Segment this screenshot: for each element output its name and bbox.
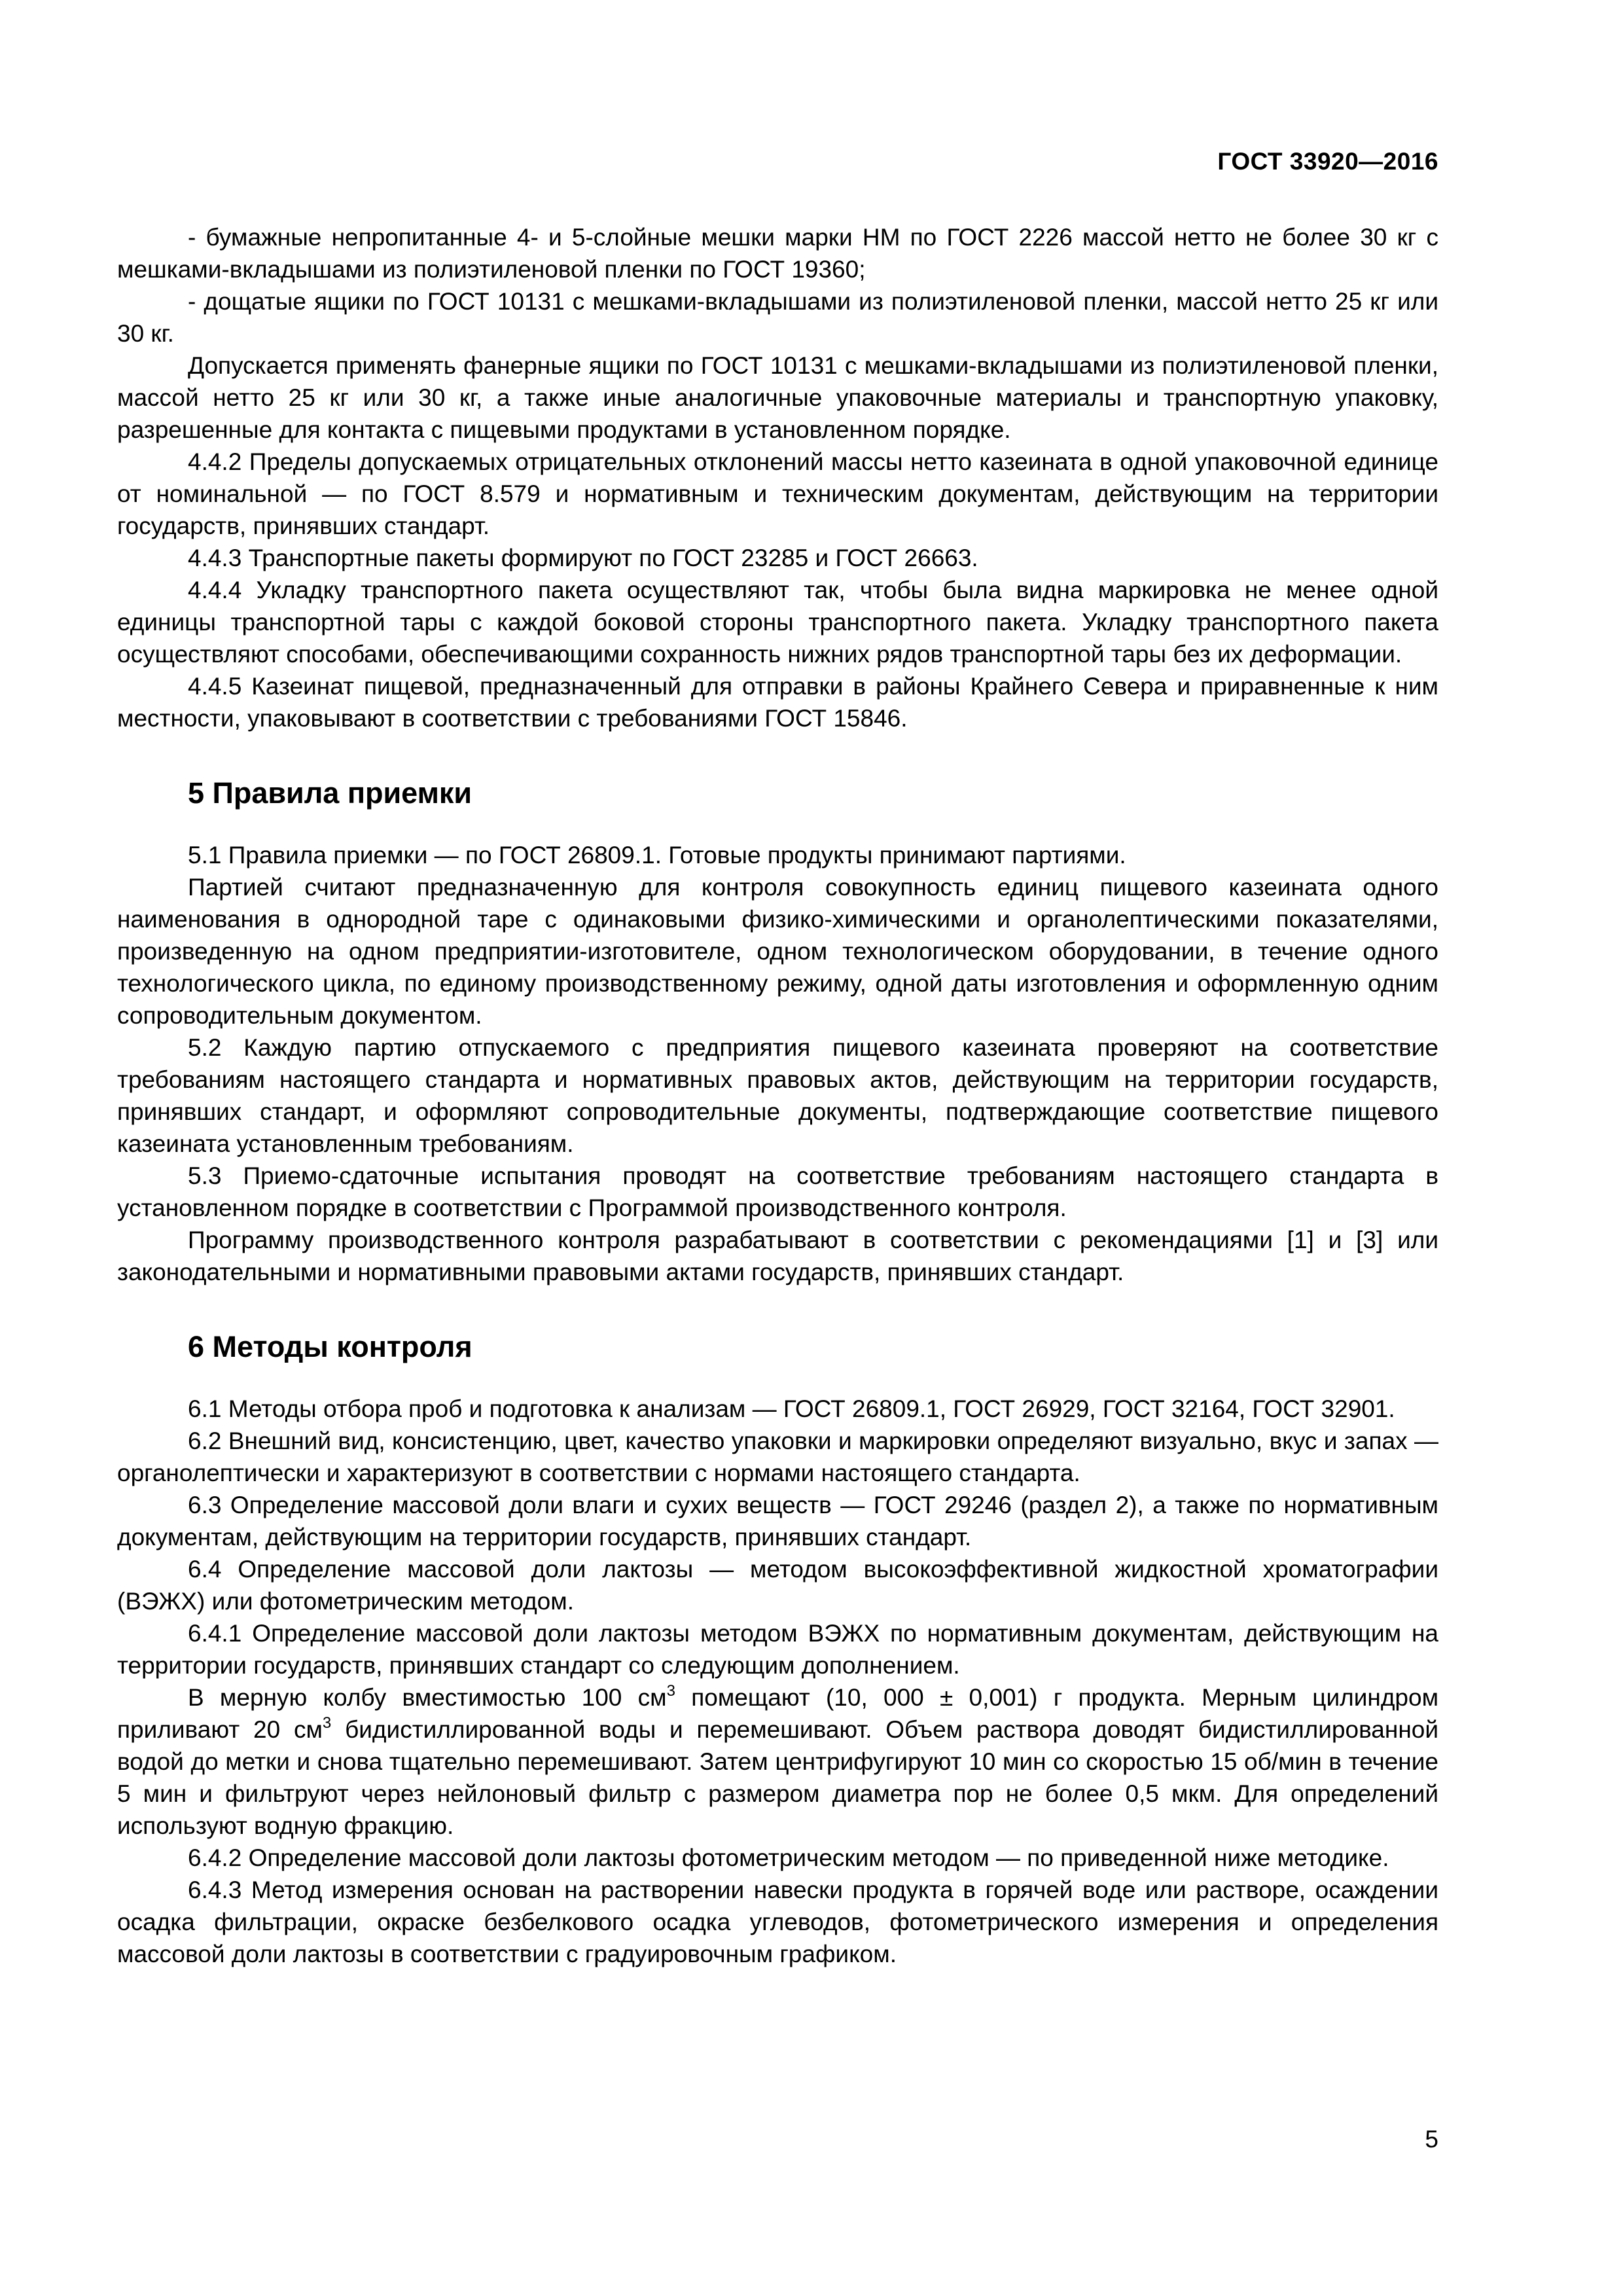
paragraph: 5.1 Правила приемки — по ГОСТ 26809.1. Готовые продукты принимают партиями.	[188, 842, 1126, 869]
paragraph: - дощатые ящики по ГОСТ 10131 с мешками-вкладышами из полиэтиленовой пленки, массой нетто 25 кг или 30 кг.	[117, 288, 1438, 347]
paragraph: 5.2 Каждую партию отпускаемого с предприятия пищевого казеината проверяют на соответствие требованиям настоящего стандарта и нормативных правовых актов, действующим на территории государств, принявших стандарт, и оформляют сопроводительные документы, подтверждающие соответствие пищевого казеината установленным требованиям.	[117, 1034, 1438, 1157]
paragraph: 6.4 Определение массовой доли лактозы — методом высокоэффективной жидкостной хроматографии (ВЭЖХ) или фотометрическим методом.	[117, 1556, 1438, 1615]
text-run: помещают (10, 000 ± 0,001) г продукта. Мерным цилиндром приливают 20 см	[117, 1684, 1439, 1743]
paragraph: 4.4.3 Транспортные пакеты формируют по ГОСТ 23285 и ГОСТ 26663.	[188, 545, 978, 571]
paragraph: Программу производственного контроля разрабатывают в соответствии с рекомендациями [1] и [3] или законодательными и нормативными правовыми актами государств, принявших стандарт.	[117, 1227, 1438, 1285]
text-run: В мерную колбу вместимостью 100 см	[188, 1684, 667, 1711]
paragraph: 4.4.5 Казеинат пищевой, предназначенный для отправки в районы Крайнего Севера и приравненные к ним местности, упаковывают в соответствии с требованиями ГОСТ 15846.	[117, 673, 1438, 732]
document-body	[117, 221, 1438, 1970]
document-code: ГОСТ 33920—2016	[1217, 148, 1438, 175]
paragraph: 6.4.2 Определение массовой доли лактозы фотометрическим методом — по приведенной ниже методике.	[188, 1844, 1389, 1871]
paragraph-measurement	[117, 1681, 1438, 1842]
paragraph: Партией считают предназначенную для контроля совокупность единиц пищевого казеината одного наименования в однородной таре с одинаковыми физико-химическими и органолептическими показателями, произведенную на одном предприятии-изготовителе, одном технологическом оборудовании, в течение одного технологического цикла, по единому производственному режиму, одной даты изготовления и оформленную одним сопроводительным документом.	[117, 874, 1438, 1029]
paragraph: - бумажные непропитанные 4- и 5-слойные мешки марки НМ по ГОСТ 2226 массой нетто не более 30 кг с мешками-вкладышами из полиэтиленовой пленки по ГОСТ 19360;	[117, 224, 1438, 283]
paragraph: 5.3 Приемо-сдаточные испытания проводят на соответствие требованиям настоящего стандарта в установленном порядке в соответствии с Программой производственного контроля.	[117, 1162, 1438, 1221]
text-run: бидистиллированной воды и перемешивают. Объем раствора доводят бидистиллированной водой до метки и снова тщательно перемешивают. Затем центрифугируют 10 мин со скоростью 15 об/мин в течение 5 мин и фильтруют через нейлоновый фильтр с размером диаметра пор не более 0,5 мкм. Для определений используют водную фракцию.	[117, 1716, 1438, 1839]
superscript: 3	[322, 1713, 332, 1732]
section-heading: 5 Правила приемки	[188, 776, 473, 810]
paragraph: 6.3 Определение массовой доли влаги и сухих веществ — ГОСТ 29246 (раздел 2), а также по нормативным документам, действующим на территории государств, принявших стандарт.	[117, 1492, 1438, 1551]
paragraph: 6.1 Методы отбора проб и подготовка к анализам — ГОСТ 26809.1, ГОСТ 26929, ГОСТ 32164, ГОСТ 32901.	[188, 1395, 1395, 1422]
paragraph: 4.4.2 Пределы допускаемых отрицательных отклонений массы нетто казеината в одной упаковочной единице от номинальной — по ГОСТ 8.579 и нормативным и техническим документам, действующим на территории государств, принявших стандарт.	[117, 448, 1438, 539]
section-heading: 6 Методы контроля	[188, 1330, 473, 1363]
page-number: 5	[1425, 2126, 1438, 2153]
paragraph: 6.4.1 Определение массовой доли лактозы методом ВЭЖХ по нормативным документам, действующим на территории государств, принявших стандарт со следующим дополнением.	[117, 1620, 1438, 1679]
superscript: 3	[666, 1681, 675, 1700]
paragraph: 4.4.4 Укладку транспортного пакета осуществляют так, чтобы была видна маркировка не менее одной единицы транспортной тары с каждой боковой стороны транспортного пакета. Укладку транспортного пакета осуществляют способами, обеспечивающими сохранность нижних рядов транспортной тары без их деформации.	[117, 577, 1438, 668]
paragraph: 6.4.3 Метод измерения основан на растворении навески продукта в горячей воде или растворе, осаждении осадка фильтрации, окраске безбелкового осадка углеводов, фотометрического измерения и определения массовой доли лактозы в соответствии с градуировочным графиком.	[117, 1876, 1438, 1967]
paragraph: Допускается применять фанерные ящики по ГОСТ 10131 с мешками-вкладышами из полиэтиленовой пленки, массой нетто 25 кг или 30 кг, а также иные аналогичные упаковочные материалы и транспортную упаковку, разрешенные для контакта с пищевыми продуктами в установленном порядке.	[117, 352, 1438, 443]
paragraph: 6.2 Внешний вид, консистенцию, цвет, качество упаковки и маркировки определяют визуально, вкус и запах — органолептически и характеризуют в соответствии с нормами настоящего стандарта.	[117, 1427, 1438, 1486]
